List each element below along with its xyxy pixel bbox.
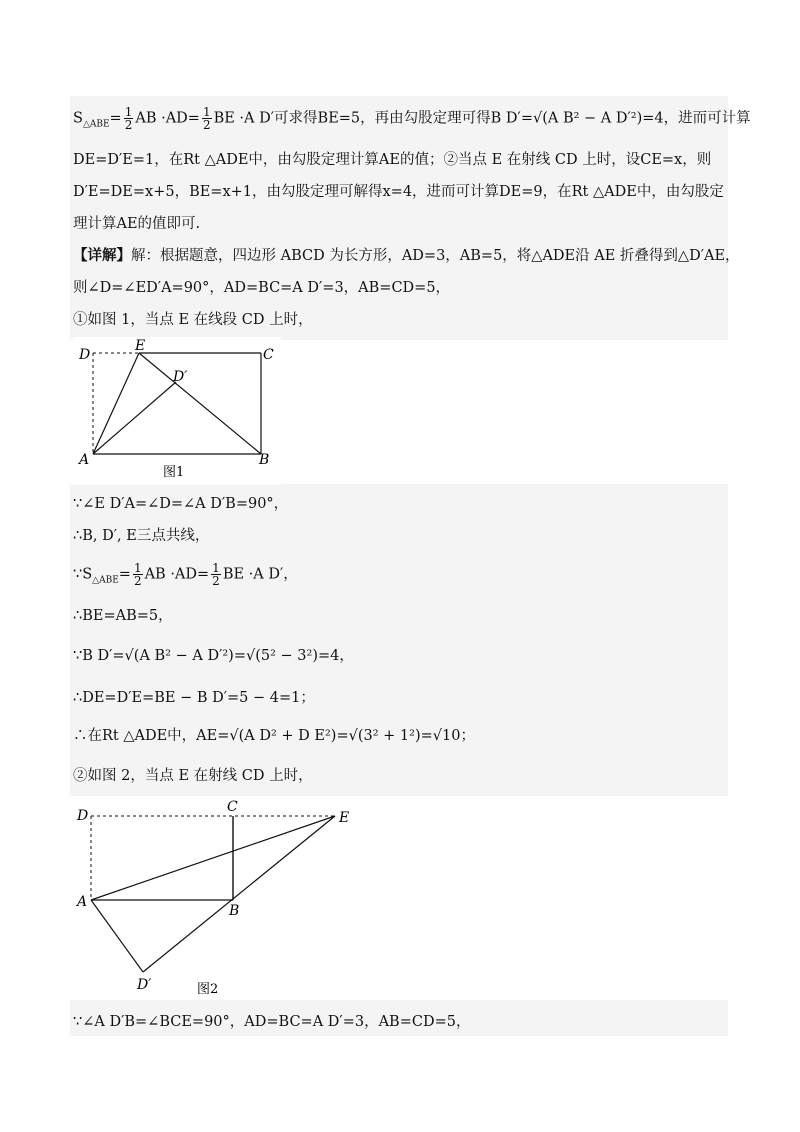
figure-1-diagram <box>73 337 281 485</box>
fraction: $\frac{1}{2}$ <box>133 561 142 588</box>
figure-2 <box>73 796 355 1000</box>
case2-heading: ②如图 2，当点 E 在射线 CD 上时， <box>73 768 313 784</box>
label-B: B <box>229 903 240 919</box>
analysis-line-1: $S_{\triangle ABE}=$ $\frac{1}{2}$ AB ·AD= $\frac{1}{2}$ BE ·A D′可求得BE=5，再由勾股定理可得B D′=√(A B² − A D′²)=4，进而可计算 <box>73 105 751 132</box>
fraction: $\frac{1}{2}$ <box>202 105 211 132</box>
label-A: A <box>79 452 90 468</box>
step-line-6: ∴DE=D′E=BE − B D′=5 − 4=1； <box>73 690 315 706</box>
analysis-line-2: DE=D′E=1，在Rt △ADE中，由勾股定理计算AE的值；②当点 E 在射线 CD 上时，设CE=x，则 <box>73 152 712 168</box>
label-D-prime: D′ <box>137 977 152 993</box>
label-B: B <box>259 452 270 468</box>
figure-2-diagram <box>73 796 355 1000</box>
step-line-3: $\because S_{\triangle ABE}=$ $\frac{1}{2}$ AB ·AD= $\frac{1}{2}$ BE ·A D′， <box>73 561 298 588</box>
step-line-8: ∵∠A D′B=∠BCE=90°，AD=BC=A D′=3，AB=CD=5， <box>73 1014 471 1030</box>
label-D-prime: D′ <box>173 369 188 385</box>
step-line-2: ∴B, D′, E三点共线， <box>73 528 210 544</box>
detail-tag: 【详解】 <box>73 247 131 264</box>
figure-1 <box>73 337 281 485</box>
fraction: $\frac{1}{2}$ <box>124 105 133 132</box>
figure-1-caption: 图1 <box>163 465 185 480</box>
step-line-5: ∵B D′=√(A B² − A D′²)=√(5² − 3²)=4， <box>73 648 354 664</box>
step-line-7: ∴在Rt △ADE中，AE=√(A D² + D E²)=√(3² + 1²)=√10； <box>73 728 475 744</box>
step-line-4: ∴BE=AB=5， <box>73 608 173 624</box>
step-line-1: ∵∠E D′A=∠D=∠A D′B=90°， <box>73 496 289 512</box>
label-D: D <box>77 808 89 824</box>
case1-heading: ①如图 1，当点 E 在线段 CD 上时， <box>73 312 313 328</box>
label-C: C <box>263 347 274 363</box>
label-E: E <box>135 338 146 354</box>
detail-line-1: 【详解】解：根据题意，四边形 ABCD 为长方形，AD=3，AB=5，将△ADE沿 AE 折叠得到△D′AE， <box>73 247 740 264</box>
analysis-line-3: D′E=DE=x+5，BE=x+1，由勾股定理可解得x=4，进而可计算DE=9，在Rt △ADE中，由勾股定 <box>73 184 724 200</box>
analysis-line-4: 理计算AE的值即可. <box>73 216 201 232</box>
label-A: A <box>77 894 88 910</box>
label-D: D <box>79 347 91 363</box>
detail-line-2: 则∠D=∠ED′A=90°，AD=BC=A D′=3，AB=CD=5， <box>73 280 451 296</box>
label-E: E <box>339 810 350 826</box>
label-C: C <box>227 799 238 815</box>
figure-2-caption: 图2 <box>197 982 219 997</box>
fraction: $\frac{1}{2}$ <box>212 561 220 588</box>
